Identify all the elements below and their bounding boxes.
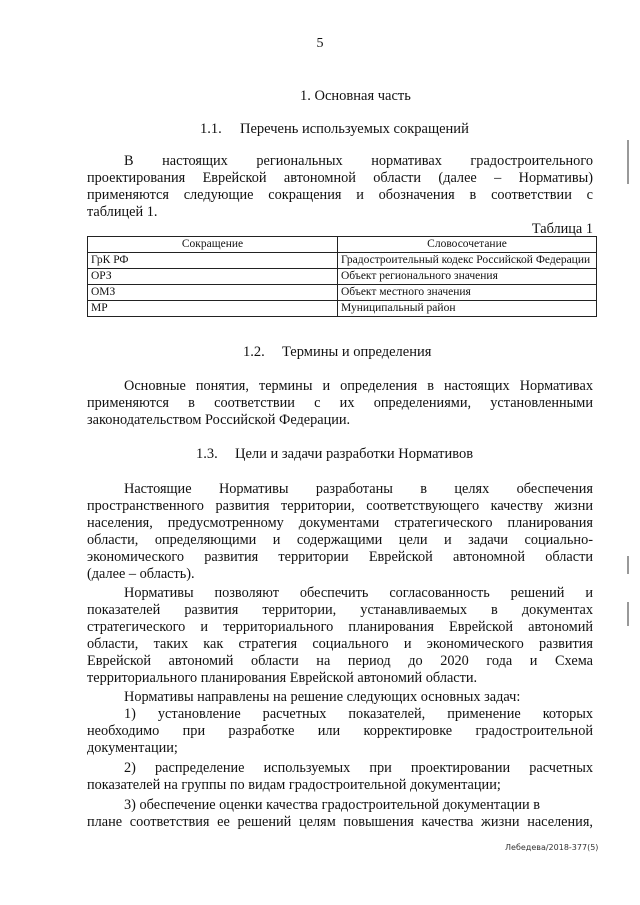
para3-line: пространственного развития территории, соответствующего качеству жизни xyxy=(87,498,593,514)
para1-line: применяются следующие сокращения и обозначения в соответствии с xyxy=(87,187,593,203)
table-cell: ОРЗ xyxy=(88,269,338,285)
para2-line: применяются в соответствии с их определениями, установленными xyxy=(87,395,593,411)
section-1-3-title: Цели и задачи разработки Нормативов xyxy=(235,446,474,462)
table-row xyxy=(88,269,597,285)
para3-line: Настоящие Нормативы разработаны в целях обеспечения xyxy=(124,481,593,497)
para4-line: Еврейской автономий области на период до 2020 года и Схема xyxy=(87,653,593,669)
para3-line: экономического развития территории Еврейской автономной области xyxy=(87,549,593,565)
table-cell: Градостроительный кодекс Российской Федерации xyxy=(338,253,597,269)
para2-line: Основные понятия, термины и определения в настоящих Нормативах xyxy=(124,378,593,394)
para3-line: области, определяющими и содержащими цели и задачи социально- xyxy=(87,532,593,548)
abbreviations-table xyxy=(87,236,597,317)
section-heading-main: 1. Основная часть xyxy=(300,88,411,104)
section-1-3-number: 1.3. xyxy=(196,446,218,462)
para4-line: области, таких как стратегия социального и экономического развития xyxy=(87,636,593,652)
task2-line: 2) распределение используемых при проектировании расчетных xyxy=(124,760,593,776)
table-cell: Муниципальный район xyxy=(338,301,597,317)
table-cell: ОМЗ xyxy=(88,285,338,301)
task3-line: плане соответствия ее решений целям повышения качества жизни населения, xyxy=(87,814,593,830)
task2-line: показателей на группы по видам градостроительной документации; xyxy=(87,777,501,793)
page-number: 5 xyxy=(316,36,324,51)
task3-line: 3) обеспечение оценки качества градостроительной документации в xyxy=(124,797,540,813)
table-cell: Объект местного значения xyxy=(338,285,597,301)
table-row xyxy=(88,253,597,269)
table-cell: ГрК РФ xyxy=(88,253,338,269)
para5-line: Нормативы направлены на решение следующих основных задач: xyxy=(124,689,521,705)
scan-mark xyxy=(627,140,629,184)
task1-line: документации; xyxy=(87,740,178,756)
task1-line: необходимо при разработке или корректировке градостроительной xyxy=(87,723,593,739)
table-cell: Объект регионального значения xyxy=(338,269,597,285)
para3-line: (далее – область). xyxy=(87,566,195,582)
para4-line: стратегического и территориального планирования Еврейской автономий xyxy=(87,619,593,635)
para1-line: таблицей 1. xyxy=(87,204,158,220)
section-1-1-title: Перечень используемых сокращений xyxy=(240,121,469,137)
para3-line: населения, предусмотренному документами стратегического планирования xyxy=(87,515,593,531)
table-row xyxy=(88,285,597,301)
column-header: Словосочетание xyxy=(338,237,597,253)
task1-line: 1) установление расчетных показателей, применение которых xyxy=(124,706,593,722)
table-caption: Таблица 1 xyxy=(531,221,593,237)
table-row xyxy=(88,301,597,317)
para4-line: территориального планирования Еврейской автономий области. xyxy=(87,670,478,686)
para1-line: В настоящих региональных нормативах градостроительного xyxy=(124,153,593,169)
table-cell: МР xyxy=(88,301,338,317)
para1-line: проектирования Еврейской автономной области (далее – Нормативы) xyxy=(87,170,593,186)
para4-line: показателей развития территории, устанавливаемых в документах xyxy=(87,602,593,618)
table-header-row xyxy=(88,237,597,253)
scan-mark xyxy=(627,602,629,626)
para4-line: Нормативы позволяют обеспечить согласованность решений и xyxy=(124,585,593,601)
scan-mark xyxy=(627,556,629,574)
footer-doc-id: Лебедева/2018-377(5) xyxy=(505,843,599,852)
column-header: Сокращение xyxy=(88,237,338,253)
para2-line: законодательством Российской Федерации. xyxy=(87,412,351,428)
section-1-1-number: 1.1. xyxy=(200,121,222,137)
section-1-2-number: 1.2. xyxy=(243,344,265,360)
section-1-2-title: Термины и определения xyxy=(282,344,432,360)
